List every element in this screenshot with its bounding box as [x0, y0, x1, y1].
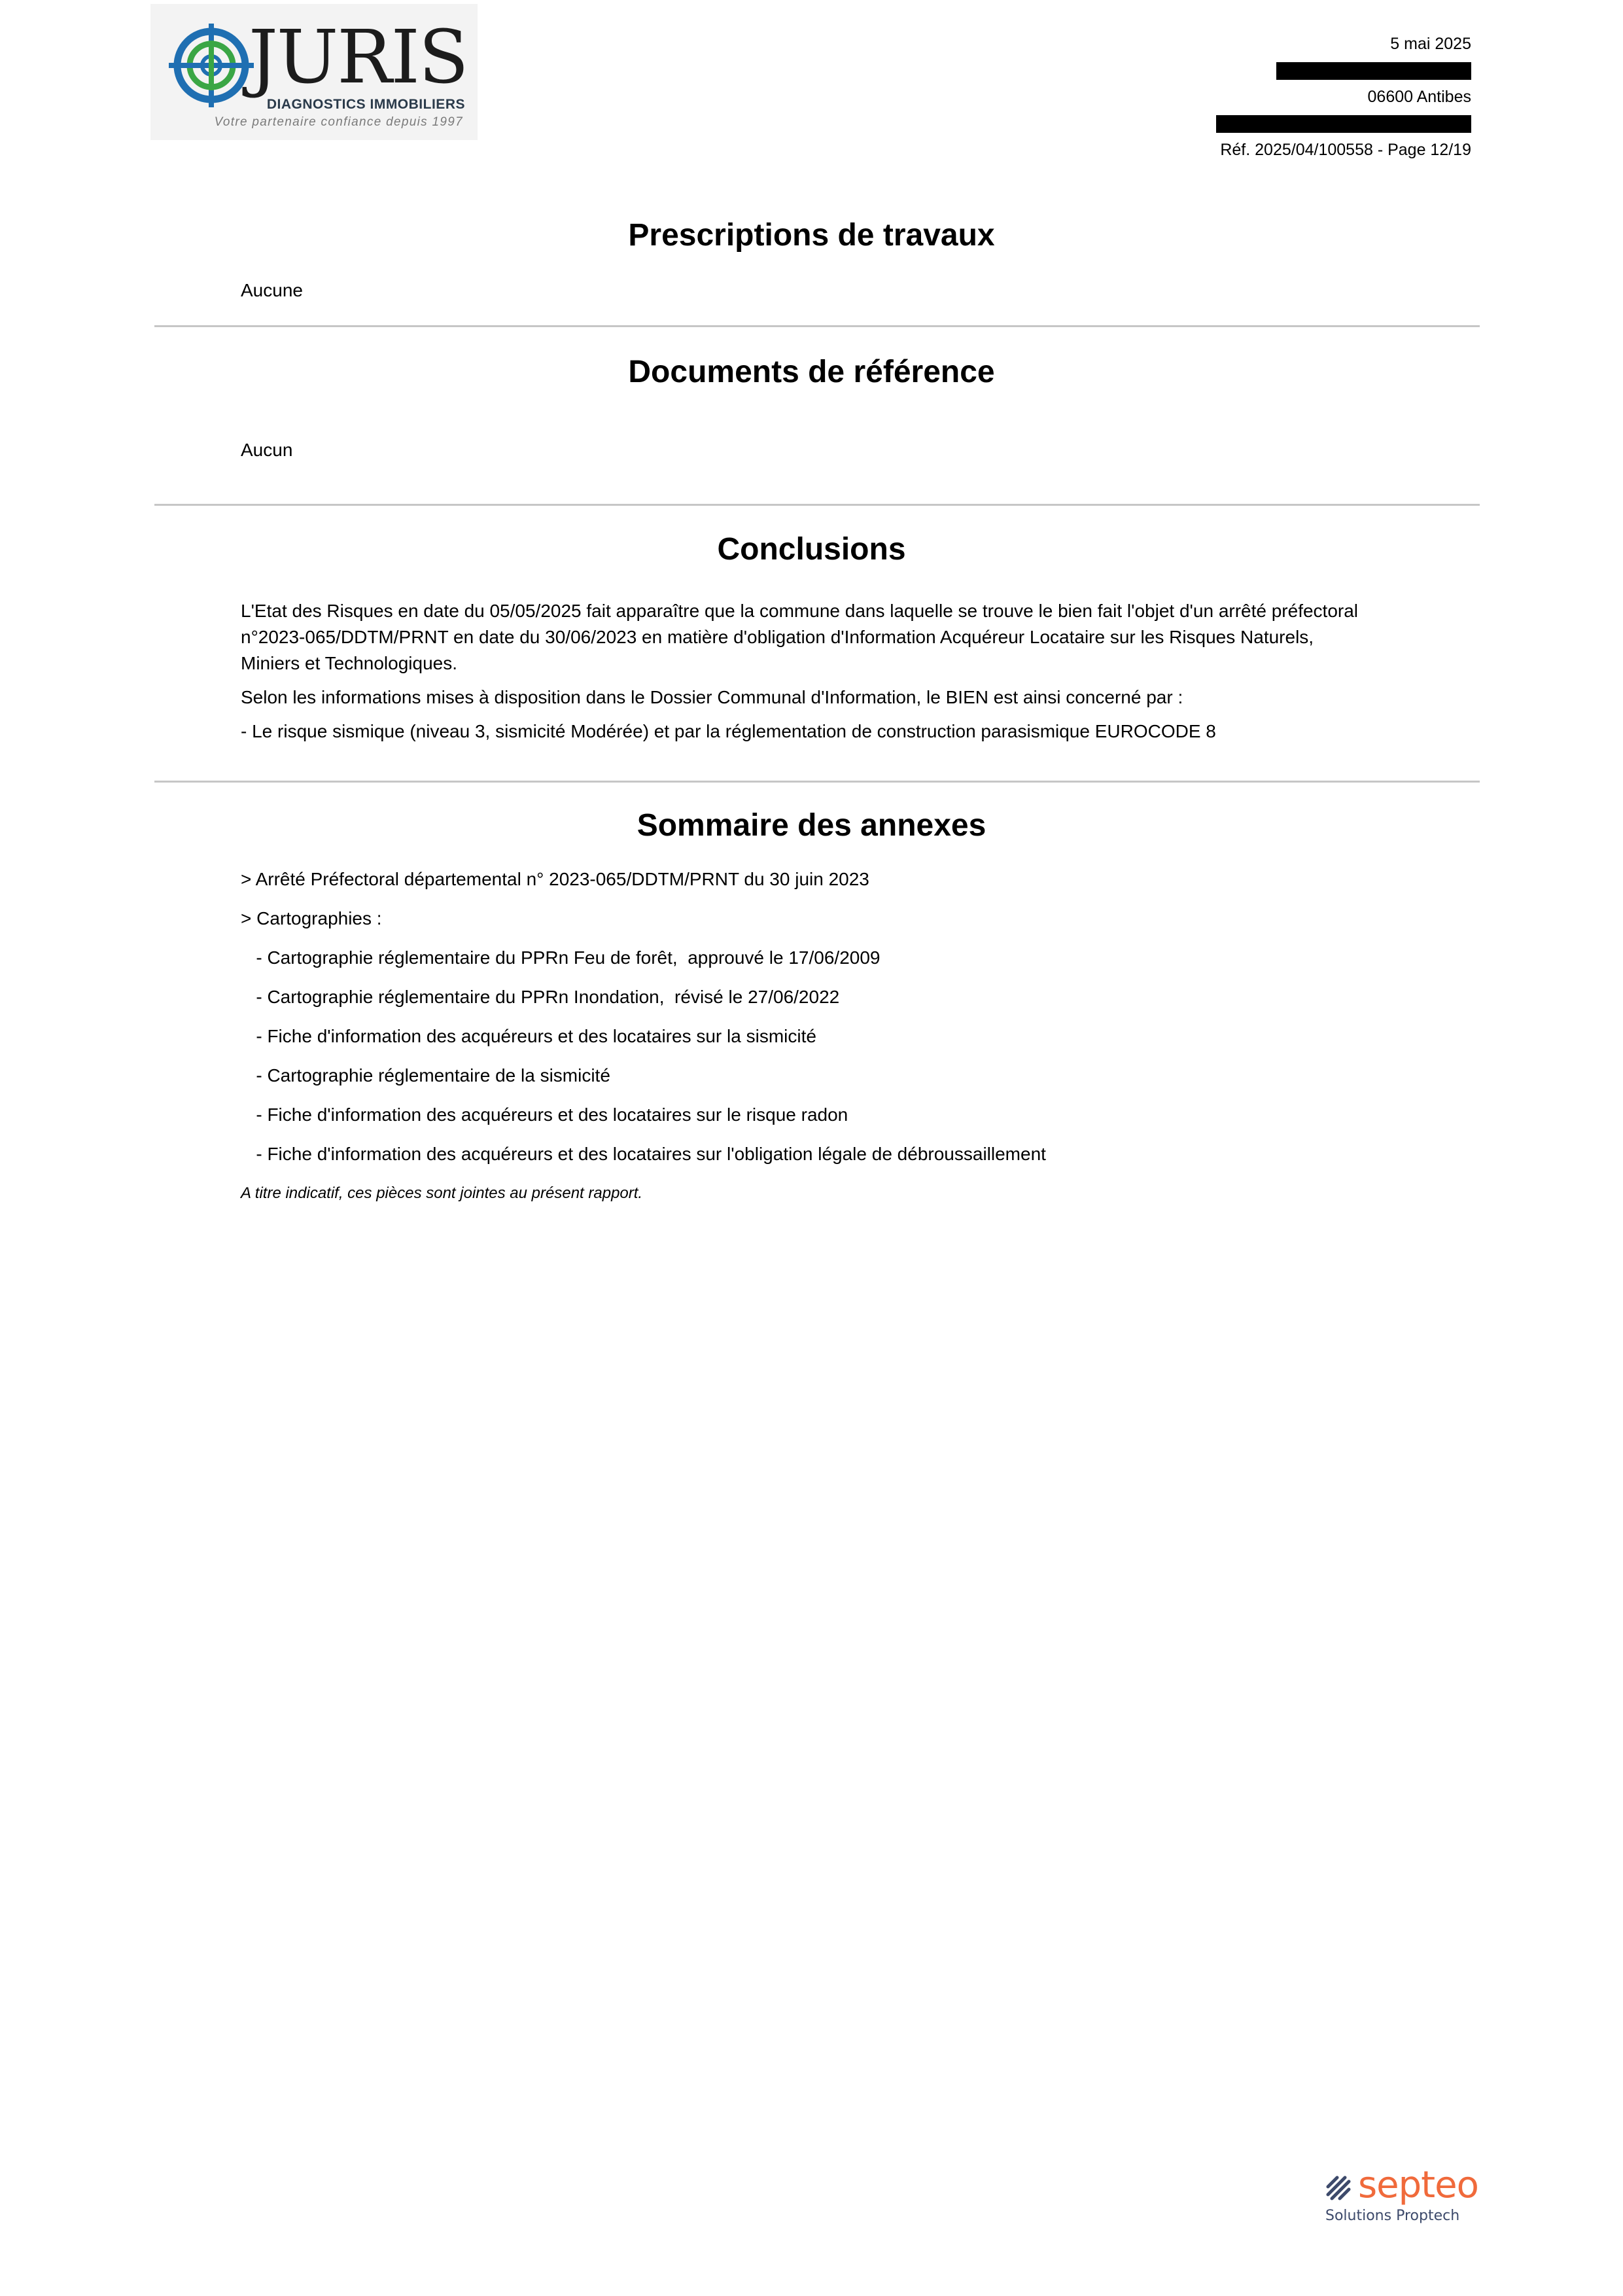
section-title-conclusions: Conclusions: [717, 532, 906, 567]
prescriptions-text: Aucune: [241, 280, 303, 300]
company-logo: [150, 4, 478, 140]
list-item: - Fiche d'information des acquéreurs et des locataires sur l'obligation légale de débroussaillement: [241, 1144, 1046, 1164]
header-reference: Réf. 2025/04/100558 - Page 12/19: [1220, 141, 1471, 159]
section-title-documents: Documents de référence: [628, 355, 995, 389]
section-title-annexes: Sommaire des annexes: [637, 808, 986, 843]
list-item: > Arrêté Préfectoral départemental n° 2023-065/DDTM/PRNT du 30 juin 2023: [241, 869, 869, 889]
list-item: > Cartographies :: [241, 908, 382, 928]
section-divider: [154, 504, 1480, 506]
header-date: 5 mai 2025: [1390, 35, 1471, 53]
section-divider: [154, 325, 1480, 327]
header-city: 06600 Antibes: [1367, 88, 1471, 106]
conclusions-paragraph: L'Etat des Risques en date du 05/05/2025 fait apparaître que la commune dans laquelle se trouve le bien fait l'objet d'un arrêté préfectoral n°2023-065/DDTM/PRNT en date du 30/06/2023 en matière d'obligation d'Information Acquéreur Locataire sur les Risques Naturels, Miniers et Technologiques.: [241, 601, 1359, 673]
conclusions-paragraph: - Le risque sismique (niveau 3, sismicité Modérée) et par la réglementation de construction parasismique EUROCODE 8: [241, 721, 1216, 741]
footer-brand-logo: [1321, 2164, 1478, 2231]
annexes-note: A titre indicatif, ces pièces sont jointes au présent rapport.: [241, 1184, 643, 1202]
conclusions-paragraph: Selon les informations mises à disposition dans le Dossier Communal d'Information, le BIEN est ainsi concerné par :: [241, 687, 1183, 707]
logo-tagline: Votre partenaire confiance depuis 1997: [214, 115, 463, 129]
list-item: - Fiche d'information des acquéreurs et des locataires sur le risque radon: [241, 1104, 848, 1125]
list-item: - Fiche d'information des acquéreurs et des locataires sur la sismicité: [241, 1026, 816, 1046]
list-item: - Cartographie réglementaire de la sismicité: [241, 1065, 610, 1086]
header-info: [1216, 34, 1471, 165]
conclusions-body: [241, 598, 1366, 752]
section-divider: [154, 781, 1480, 783]
logo-subtitle: DIAGNOSTICS IMMOBILIERS: [266, 97, 465, 112]
list-item: - Cartographie réglementaire du PPRn Inondation, révisé le 27/06/2022: [241, 987, 840, 1007]
annexes-list: [241, 866, 1366, 1207]
redacted-block: [1276, 62, 1471, 80]
list-item: - Cartographie réglementaire du PPRn Feu de forêt, approuvé le 17/06/2009: [241, 947, 881, 968]
redacted-block: [1216, 115, 1471, 133]
septeo-stripes-icon: [1323, 2172, 1355, 2205]
logo-wordmark: JURIS: [249, 15, 468, 100]
footer-brand-name: septeo: [1358, 2164, 1478, 2206]
section-title-prescriptions: Prescriptions de travaux: [628, 218, 995, 253]
footer-brand-subtitle: Solutions Proptech: [1325, 2208, 1460, 2224]
documents-text: Aucun: [241, 440, 293, 460]
